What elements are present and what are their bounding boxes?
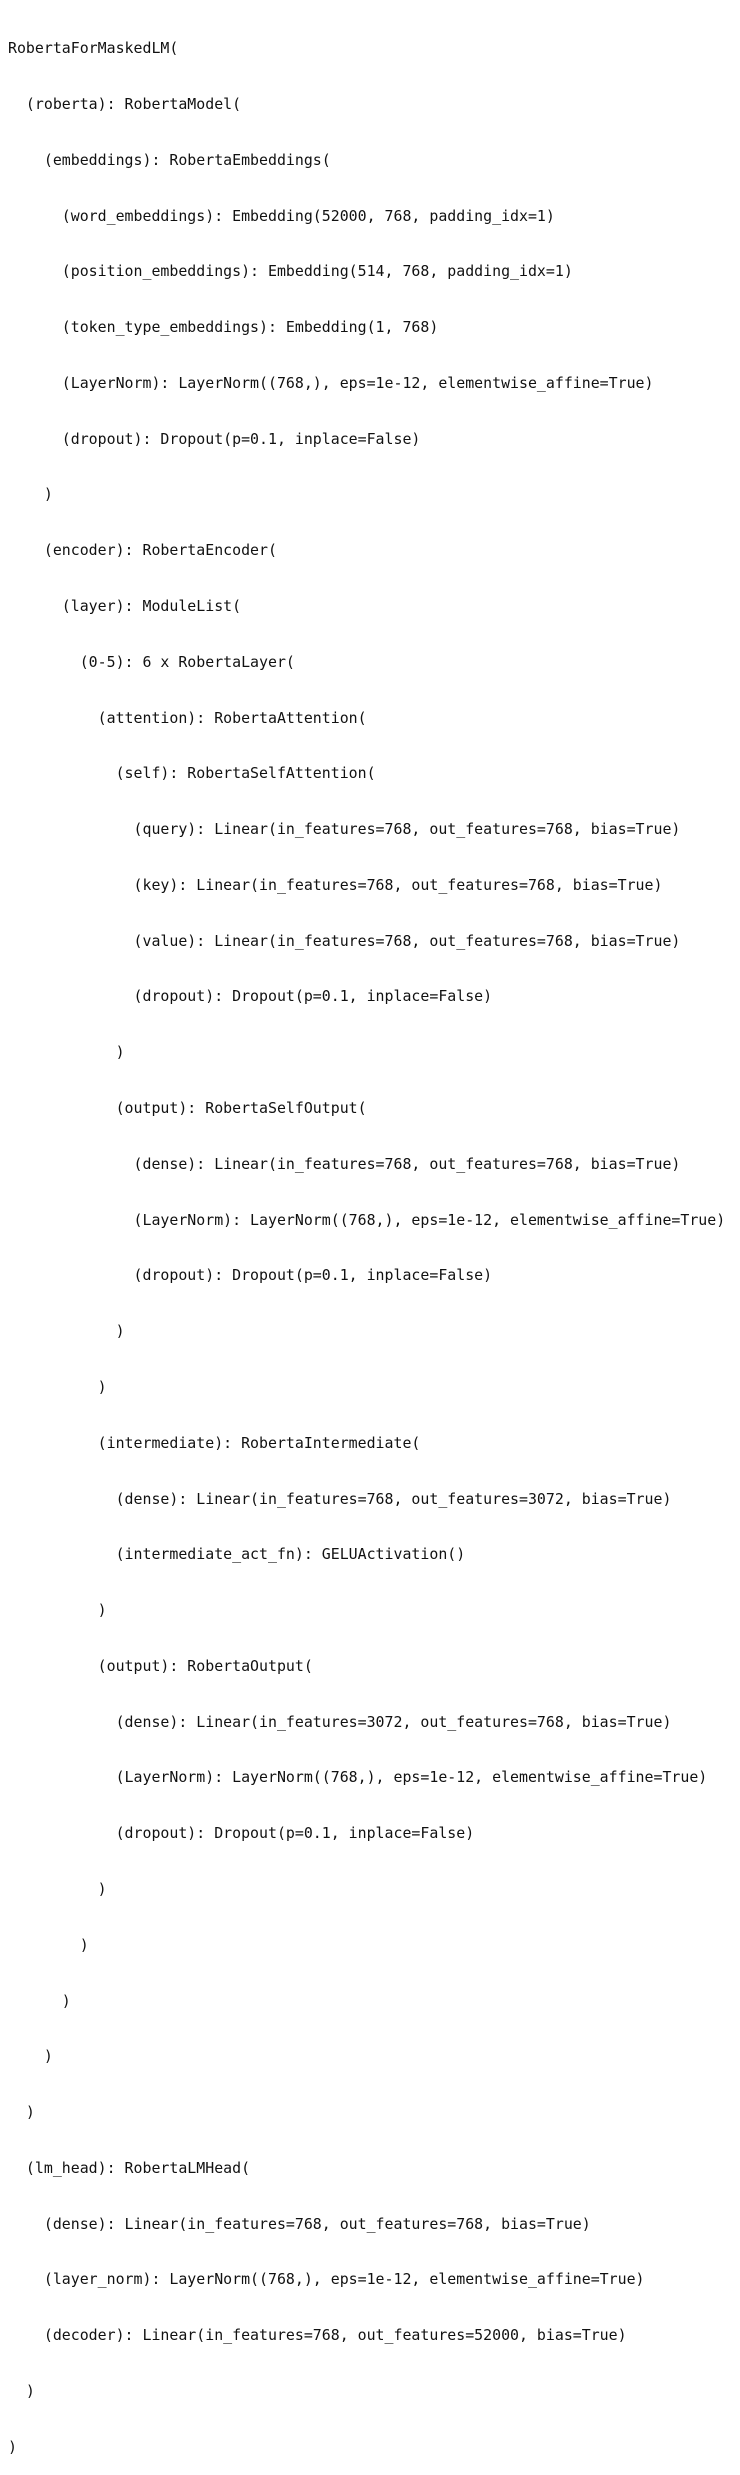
- code-line: (attention): RobertaAttention(: [8, 708, 367, 727]
- code-line: (self): RobertaSelfAttention(: [8, 764, 376, 783]
- code-line: (intermediate_act_fn): GELUActivation(): [8, 1545, 466, 1564]
- code-line: (dropout): Dropout(p=0.1, inplace=False): [8, 429, 421, 448]
- code-line: ): [8, 2047, 53, 2066]
- code-line: ): [8, 1601, 107, 1620]
- code-line: (dropout): Dropout(p=0.1, inplace=False): [8, 987, 493, 1006]
- code-line: (output): RobertaSelfOutput(: [8, 1099, 367, 1118]
- code-line: ): [8, 485, 53, 504]
- code-line: (roberta): RobertaModel(: [8, 94, 242, 113]
- code-line: (encoder): RobertaEncoder(: [8, 541, 277, 560]
- code-line: (dense): Linear(in_features=768, out_features=768, bias=True): [8, 2214, 591, 2233]
- code-line: (embeddings): RobertaEmbeddings(: [8, 150, 331, 169]
- code-line: (position_embeddings): Embedding(514, 768, padding_idx=1): [8, 262, 573, 281]
- code-line: ): [8, 1043, 125, 1062]
- code-line: (key): Linear(in_features=768, out_features=768, bias=True): [8, 875, 663, 894]
- code-line: (LayerNorm): LayerNorm((768,), eps=1e-12, elementwise_affine=True): [8, 373, 654, 392]
- code-line: (dense): Linear(in_features=768, out_features=768, bias=True): [8, 1154, 681, 1173]
- code-line: ): [8, 1935, 89, 1954]
- code-line: ): [8, 1879, 107, 1898]
- code-line: (dense): Linear(in_features=3072, out_features=768, bias=True): [8, 1712, 672, 1731]
- code-line: (layer): ModuleList(: [8, 597, 242, 615]
- code-line: (lm_head): RobertaLMHead(: [8, 2158, 251, 2177]
- code-line: (decoder): Linear(in_features=768, out_features=52000, bias=True): [8, 2326, 627, 2345]
- code-line: ): [8, 1991, 71, 2010]
- code-line: (dense): Linear(in_features=768, out_features=3072, bias=True): [8, 1489, 672, 1508]
- code-line: (token_type_embeddings): Embedding(1, 768): [8, 318, 439, 337]
- code-line: (output): RobertaOutput(: [8, 1656, 313, 1675]
- code-line: (dropout): Dropout(p=0.1, inplace=False): [8, 1824, 475, 1843]
- code-line: ): [8, 1322, 125, 1341]
- code-line: ): [8, 1377, 107, 1396]
- code-line: ): [8, 2382, 35, 2400]
- code-line: ): [8, 2103, 35, 2122]
- code-line: (intermediate): RobertaIntermediate(: [8, 1433, 421, 1452]
- code-line: RobertaForMaskedLM(: [8, 39, 179, 58]
- code-line: (0-5): 6 x RobertaLayer(: [8, 652, 295, 671]
- code-line: ): [8, 2437, 17, 2456]
- code-line: (LayerNorm): LayerNorm((768,), eps=1e-12, elementwise_affine=True): [8, 1768, 708, 1787]
- code-line: (value): Linear(in_features=768, out_features=768, bias=True): [8, 931, 681, 950]
- code-line: (LayerNorm): LayerNorm((768,), eps=1e-12, elementwise_affine=True): [8, 1210, 726, 1229]
- code-line: (dropout): Dropout(p=0.1, inplace=False): [8, 1266, 493, 1285]
- code-line: (layer_norm): LayerNorm((768,), eps=1e-12, elementwise_affine=True): [8, 2270, 645, 2289]
- code-line: (word_embeddings): Embedding(52000, 768, padding_idx=1): [8, 206, 555, 225]
- code-line: (query): Linear(in_features=768, out_features=768, bias=True): [8, 820, 681, 839]
